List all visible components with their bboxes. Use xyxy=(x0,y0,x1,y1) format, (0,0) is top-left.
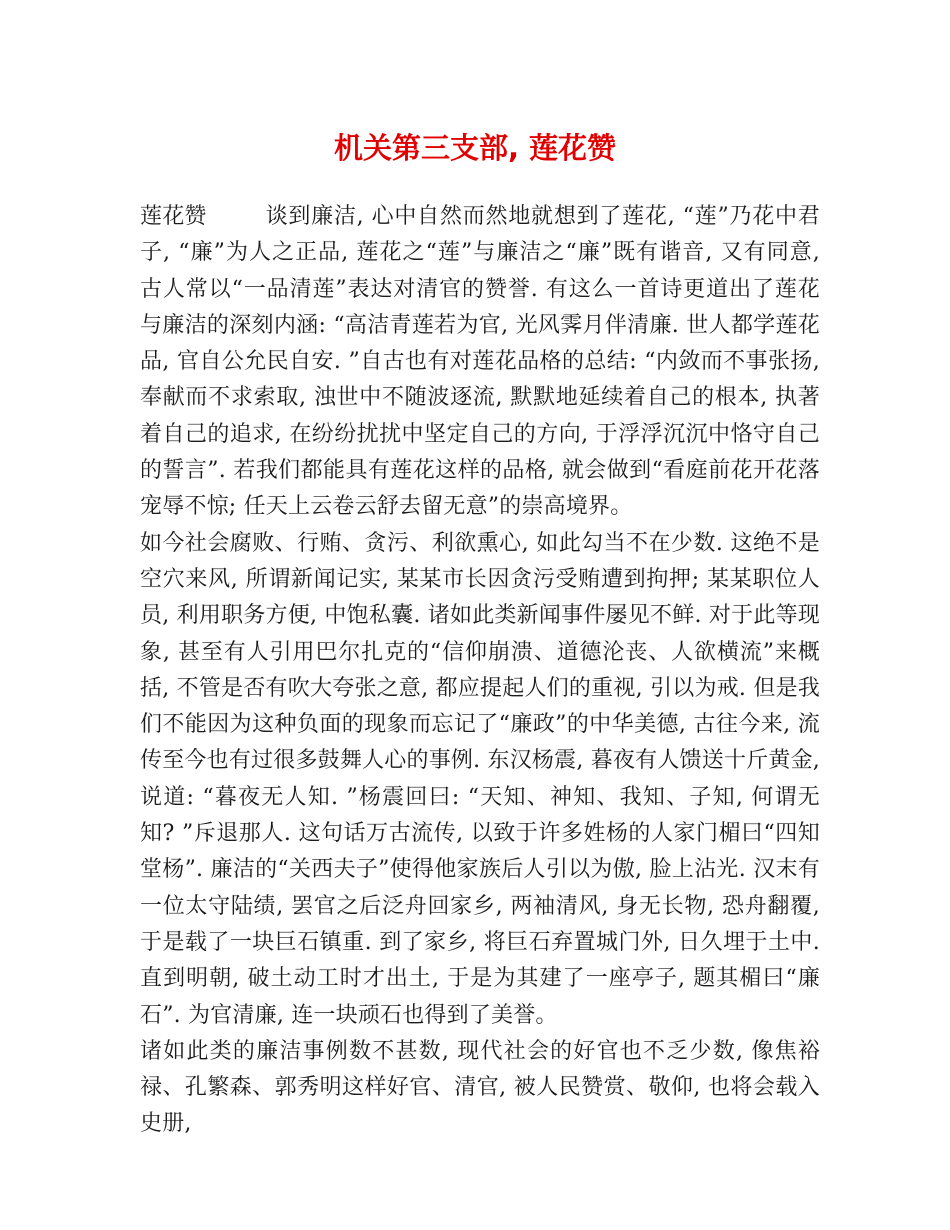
document-title: 机关第三支部, 莲花赞 xyxy=(333,131,617,165)
paragraph-lead: 莲花赞 xyxy=(140,204,207,229)
paragraph-1 xyxy=(140,199,820,526)
paragraph-text: 谈到廉洁, 心中自然而然地就想到了莲花, “莲”乃花中君子, “廉”为人之正品, 莲花之“莲”与廉洁之“廉”既有谐音, 又有同意, 古人常以“一品清莲”表达对清官的赞誉. 有这么一首诗更道出了莲花与廉洁的深刻内涵: “高洁青莲若为官, 光风霁月伴清廉. 世人都学莲花品, 官自公允民自安. ”自古也有对莲花品格的总结: “内敛而不事张扬, 奉献而不求索取, 浊世中不随波逐流, 默默地延续着自己的根本, 执著着自己的追求, 在纷纷扰扰中坚定自己的方向, 于浮浮沉沉中恪守自己的誓言”. 若我们都能具有莲花这样的品格, 就会做到“看庭前花开花落宠辱不惊; 任天上云卷云舒去留无意”的崇高境界。 xyxy=(140,204,820,520)
document-body xyxy=(140,199,820,1143)
paragraph-3: 诸如此类的廉洁事例数不甚数, 现代社会的好官也不乏少数, 像焦裕禄、孔繁森、郭秀明这样好官、清官, 被人民赞赏、敬仰, 也将会载入史册, xyxy=(140,1038,820,1137)
paragraph-2: 如今社会腐败、行贿、贪污、利欲熏心, 如此勾当不在少数. 这绝不是空穴来风, 所谓新闻记实, 某某市长因贪污受贿遭到拘押; 某某职位人员, 利用职务方便, 中饱私囊. 诸如此类新闻事件屡见不鲜. 对于此等现象, 甚至有人引用巴尔扎克的“信仰崩溃、道德沦丧、人欲横流”来概括, 不管是否有吹大夸张之意, 都应提起人们的重视, 引以为戒. 但是我们不能因为这种负面的现象而忘记了“廉政”的中华美德, 古往今来, 流传至今也有过很多鼓舞人心的事例. 东汉杨震, 暮夜有人馈送十斤黄金, 说道: “暮夜无人知. ”杨震回曰: “天知、神知、我知、子知, 何谓无知? ”斥退那人. 这句话万古流传, 以致于许多姓杨的人家门楣曰“四知堂杨”. 廉洁的“关西夫子”使得他家族后人引以为傲, 脸上沾光. 汉末有一位太守陆绩, 罢官之后泛舟回家乡, 两袖清风, 身无长物, 恐舟翻覆, 于是载了一块巨石镇重. 到了家乡, 将巨石弃置城门外, 日久埋于土中. 直到明朝, 破土动工时才出土, 于是为其建了一座亭子, 题其楣曰“廉石”. 为官清廉, 连一块顽石也得到了美誉。 xyxy=(140,530,820,1028)
